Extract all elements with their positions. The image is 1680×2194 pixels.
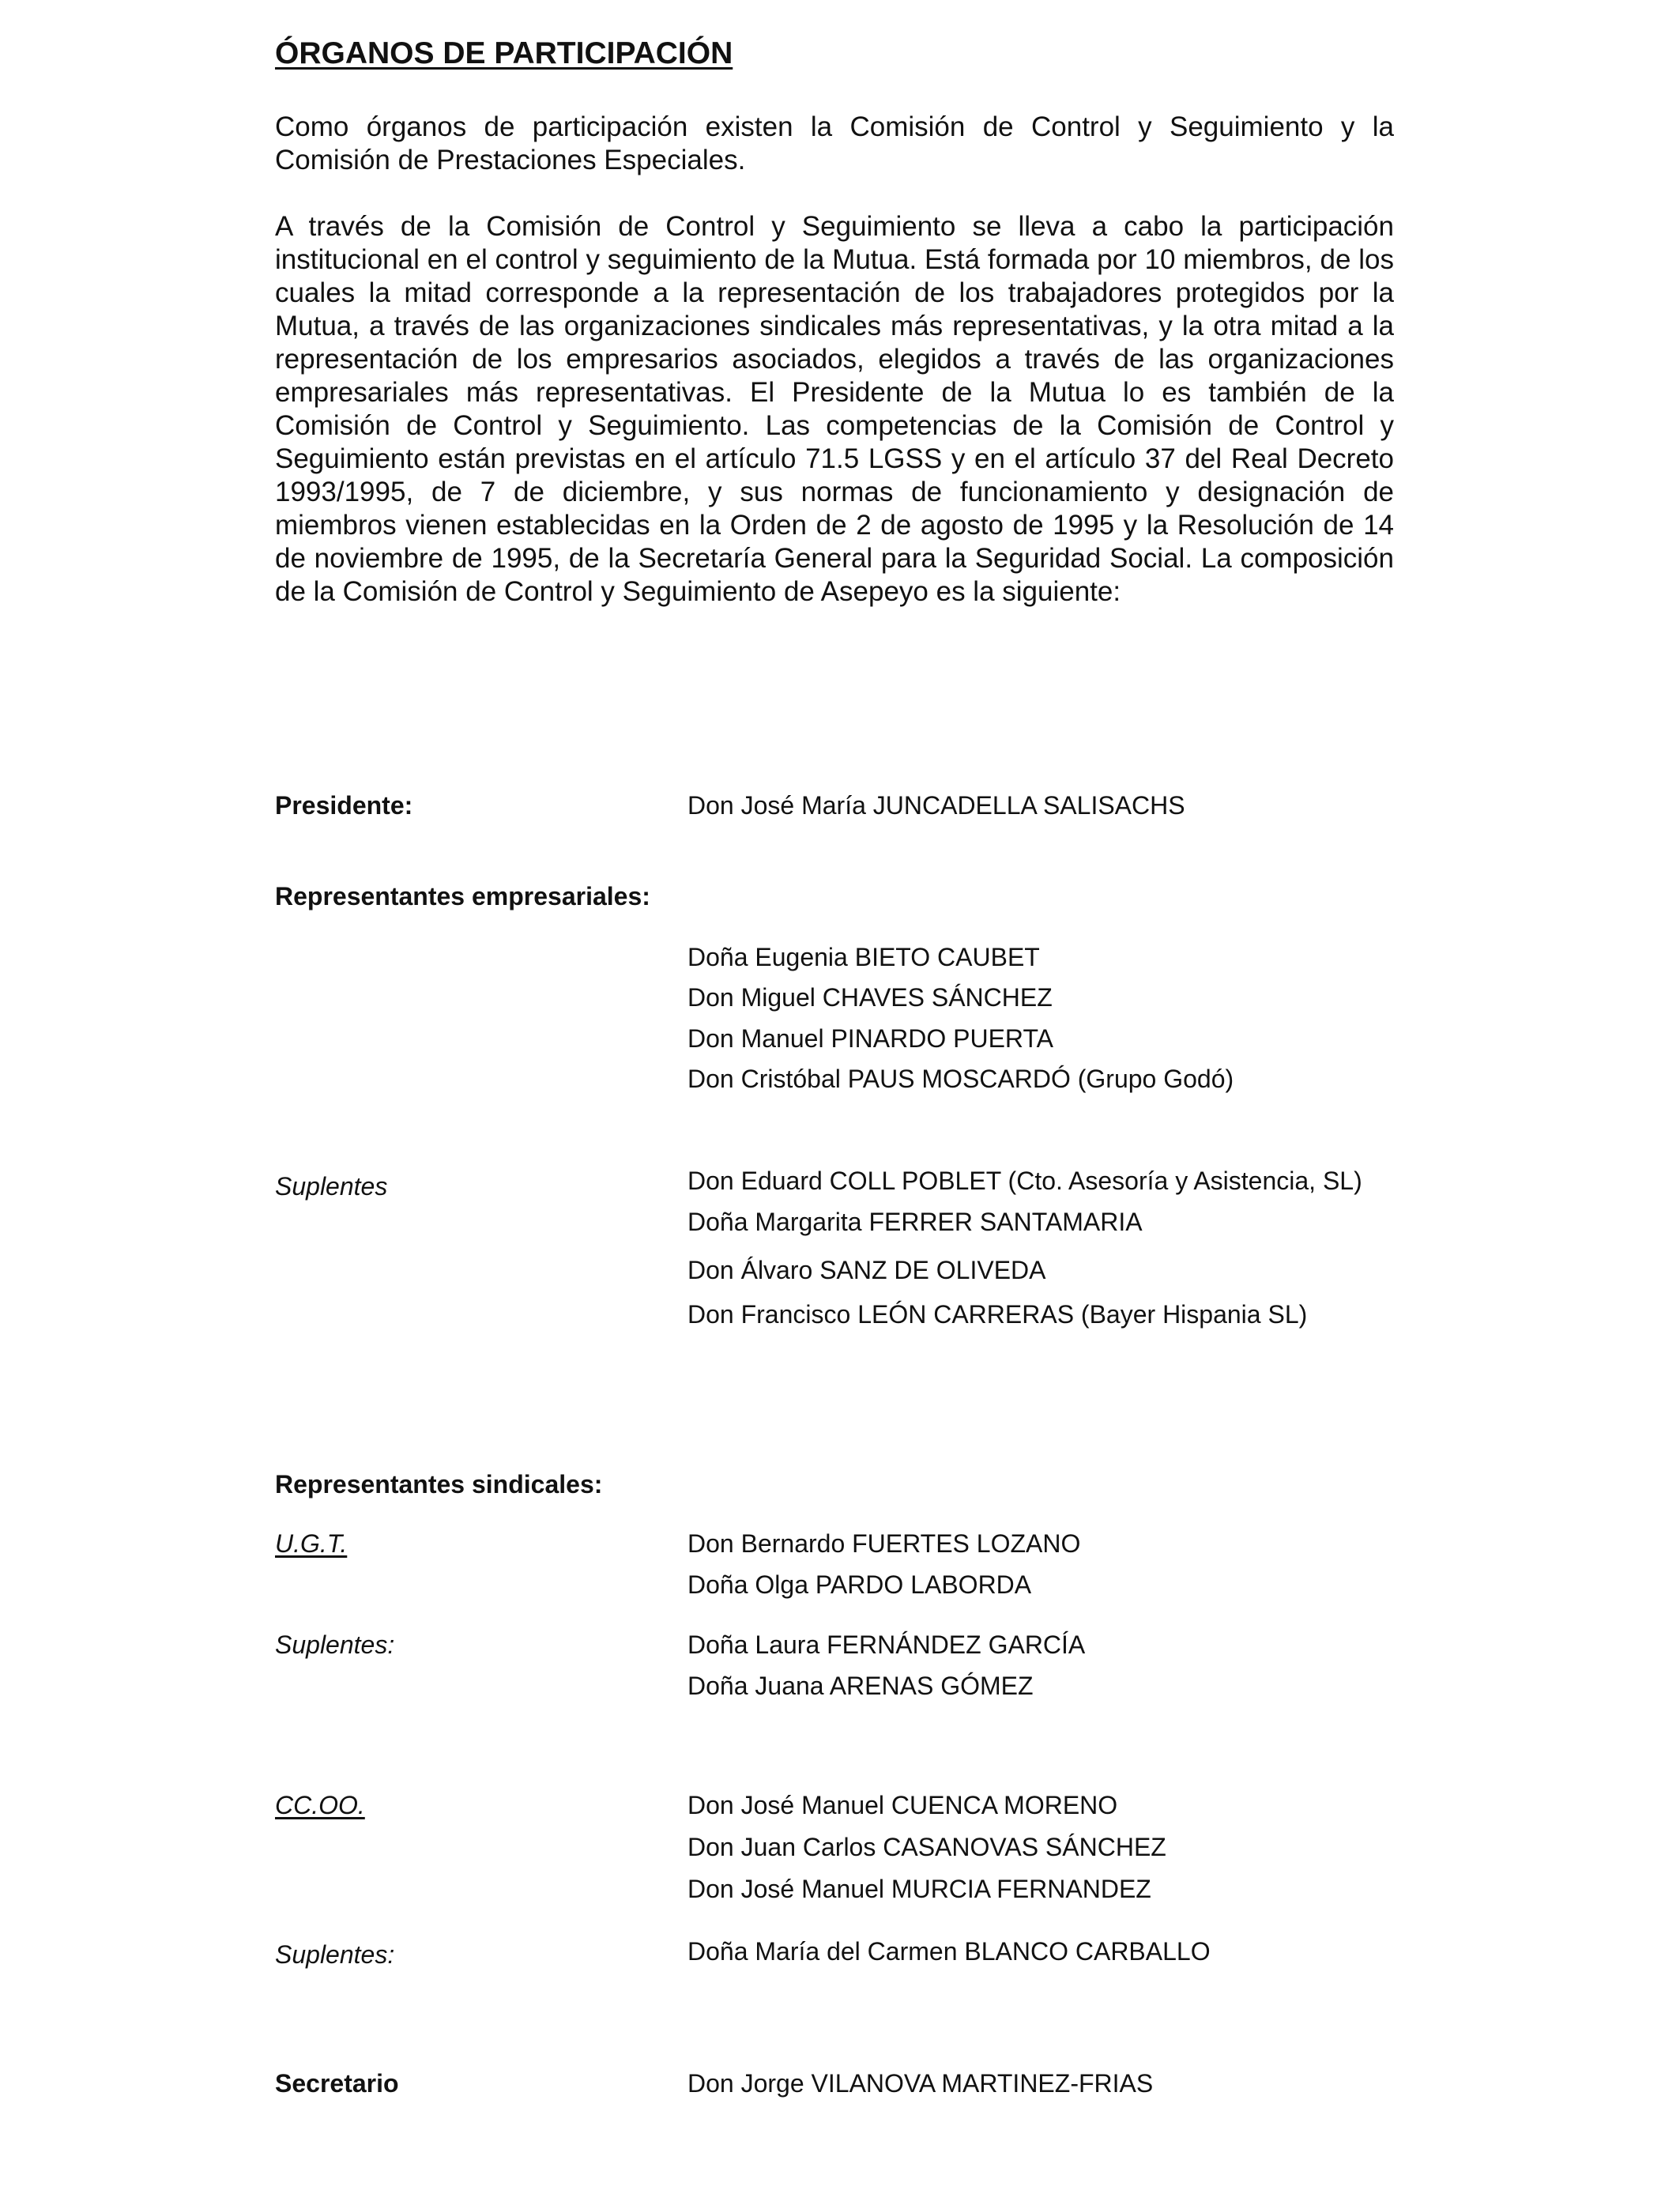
empresarial-member: Doña Eugenia BIETO CAUBET xyxy=(687,943,1040,971)
sindicales-label: Representantes sindicales: xyxy=(275,1470,603,1498)
empresarial-member: Don Cristóbal PAUS MOSCARDÓ (Grupo Godó) xyxy=(687,1065,1234,1093)
secretario-label: Secretario xyxy=(275,2069,399,2098)
ugt-member: Don Bernardo FUERTES LOZANO xyxy=(687,1529,1081,1558)
secretario-name: Don Jorge VILANOVA MARTINEZ-FRIAS xyxy=(687,2069,1154,2098)
empresarial-suplente: Doña Margarita FERRER SANTAMARIA xyxy=(687,1208,1143,1236)
empresarial-suplente: Don Álvaro SANZ DE OLIVEDA xyxy=(687,1256,1046,1284)
presidente-label: Presidente: xyxy=(275,791,413,820)
ccoo-member: Don José Manuel CUENCA MORENO xyxy=(687,1791,1118,1819)
ccoo-suplentes-label: Suplentes: xyxy=(275,1940,395,1969)
ccoo-suplente: Doña María del Carmen BLANCO CARBALLO xyxy=(687,1937,1211,1966)
body-paragraph: A través de la Comisión de Control y Seguimiento se lleva a cabo la participación institucional en el control y seguimiento de la Mutua. Está formada por 10 miembros, de los cuales la mitad corresponde a la representación de los trabajadores protegidos por la Mutua, a través de las organizaciones sindicales más representativas, y la otra mitad a la representación de los empresarios asociados, elegidos a través de las organizaciones empresariales más representativas. El Presidente de la Mutua lo es también de la Comisión de Control y Seguimiento. Las competencias de la Comisión de Control y Seguimiento están previstas en el artículo 71.5 LGSS y en el artículo 37 del Real Decreto 1993/1995, de 7 de diciembre, y sus normas de funcionamiento y designación de miembros vienen establecidas en la Orden de 2 de agosto de 1995 y la Resolución de 14 de noviembre de 1995, de la Secretaría General para la Seguridad Social. La composición de la Comisión de Control y Seguimiento de Asepeyo es la siguiente: xyxy=(275,211,1394,607)
ccoo-member: Don José Manuel MURCIA FERNANDEZ xyxy=(687,1875,1151,1903)
ccoo-label: CC.OO. xyxy=(275,1791,365,1819)
ugt-suplente: Doña Juana ARENAS GÓMEZ xyxy=(687,1672,1034,1700)
ugt-suplentes-label: Suplentes: xyxy=(275,1630,395,1659)
empresarial-member: Don Manuel PINARDO PUERTA xyxy=(687,1024,1053,1053)
page-title: ÓRGANOS DE PARTICIPACIÓN xyxy=(275,36,733,70)
empresariales-suplentes-label: Suplentes xyxy=(275,1172,388,1201)
empresarial-suplente: Don Francisco LEÓN CARRERAS (Bayer Hispania SL) xyxy=(687,1300,1308,1329)
ugt-label: U.G.T. xyxy=(275,1529,348,1558)
document-page xyxy=(275,0,1394,2194)
empresarial-suplente: Don Eduard COLL POBLET (Cto. Asesoría y Asistencia, SL) xyxy=(687,1167,1362,1195)
empresariales-label: Representantes empresariales: xyxy=(275,882,650,910)
ugt-member: Doña Olga PARDO LABORDA xyxy=(687,1570,1032,1599)
ccoo-member: Don Juan Carlos CASANOVAS SÁNCHEZ xyxy=(687,1833,1166,1861)
ugt-suplente: Doña Laura FERNÁNDEZ GARCÍA xyxy=(687,1630,1086,1659)
presidente-name: Don José María JUNCADELLA SALISACHS xyxy=(687,791,1185,820)
intro-paragraph: Como órganos de participación existen la Comisión de Control y Seguimiento y la Comisión de Prestaciones Especiales. xyxy=(275,111,1394,175)
empresarial-member: Don Miguel CHAVES SÁNCHEZ xyxy=(687,983,1053,1012)
